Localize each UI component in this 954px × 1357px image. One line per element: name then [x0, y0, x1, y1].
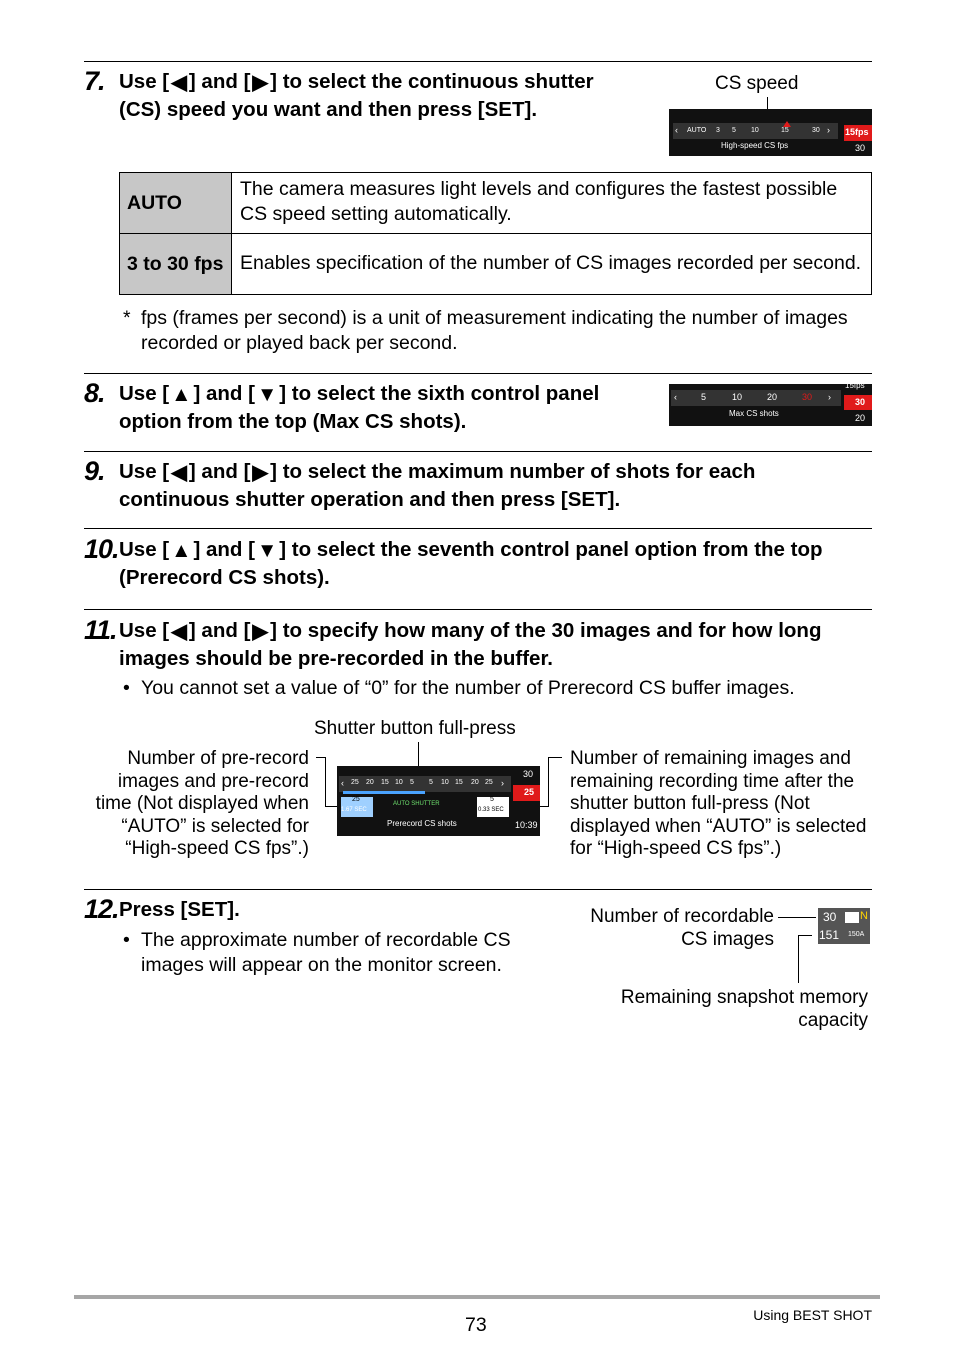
cs-badge-fps-text: 15fps: [845, 127, 869, 137]
step-12-text: Press [SET].: [119, 898, 240, 921]
table-value: Enables specification of the number of CS images recorded per second.: [232, 234, 872, 295]
rec-top-value: 30: [823, 910, 837, 924]
max-screen-label: Max CS shots: [729, 409, 779, 418]
step-12-bullet-mark: •: [123, 929, 130, 951]
shutter-press-label: Shutter button full-press: [314, 718, 516, 739]
pre-tick-6: 10: [441, 779, 449, 786]
pre-tick-1: 20: [366, 779, 374, 786]
table-value: The camera measures light levels and configures the fastest possible CS speed setting automatically.: [232, 173, 872, 234]
right-bracket-top: [548, 757, 562, 758]
rec-quality-icon: [845, 912, 859, 923]
cs-speed-caption: CS speed: [715, 73, 799, 94]
pre-badge-bottom: 10:39: [515, 820, 538, 830]
max-cs-screen: ‹ 5 10 20 30 › 15fps 30 20 Max CS shots: [669, 384, 872, 426]
footer-rule: [74, 1295, 880, 1299]
pre-tick-4: 5: [410, 779, 414, 786]
cs-tick-2: 5: [732, 127, 736, 134]
step-12-rule: [84, 889, 872, 890]
pre-right-box-text: 5: [490, 796, 494, 803]
pre-tick-0: 25: [351, 779, 359, 786]
max-tick-0: 5: [701, 392, 707, 402]
pre-center-text: AUTO SHUTTER: [393, 801, 440, 807]
pre-tick-2: 15: [381, 779, 389, 786]
remaining-leader-h: [798, 935, 812, 936]
cs-speed-screen: ‹ AUTO 3 5 10 15 30 › 15fps 30 High-speed CS fps: [669, 109, 872, 156]
footer-section: Using BEST SHOT: [753, 1307, 872, 1323]
cs-marker: [783, 121, 791, 127]
step-9-rule: [84, 451, 872, 452]
max-badge-mid-text: 30: [855, 397, 866, 407]
remaining-leader-v: [798, 935, 799, 983]
cs-tick-1: 3: [716, 127, 720, 134]
pre-tick-7: 15: [455, 779, 463, 786]
rec-bottom-value: 151: [819, 928, 840, 942]
step-11-bullet: You cannot set a value of “0” for the number of Prerecord CS buffer images.: [141, 677, 795, 699]
prerecord-screen: ‹ 25 20 15 10 5 5 10 15 20 25 › 25 1.67 SEC AUTO SHUTTER 5 0.33 SEC Prerecord CS shots 30 25 10:39: [337, 766, 540, 836]
max-tick-3: 30: [802, 392, 813, 402]
cs-tick-3: 10: [751, 127, 759, 134]
recordable-screen: [818, 908, 870, 944]
pre-tick-3: 10: [395, 779, 403, 786]
pre-badge-mid-text: 25: [524, 787, 535, 797]
pre-tick-5: 5: [429, 779, 433, 786]
step-12-number: 12.: [84, 894, 119, 924]
step-8-text: Use [▲] and [▼] to select the sixth control panel option from the top (Max CS shots).: [119, 382, 600, 433]
step-10-text: Use [▲] and [▼] to select the seventh control panel option from the top (Prerecord CS shots).: [119, 538, 823, 589]
rec-n-icon: N: [860, 910, 868, 922]
step-10-rule: [84, 528, 872, 529]
pre-buffer-bar: [343, 791, 425, 794]
step-11-number: 11.: [84, 615, 117, 645]
left-bracket-top: [316, 757, 326, 758]
prerecord-right-label: Number of remaining images and remaining recording time after the shutter button full-press (Not displayed when “AUTO” is selected for “High-speed CS fps”.): [570, 748, 867, 859]
max-badge-bottom: 20: [855, 413, 866, 423]
step-9-number: 9.: [84, 456, 105, 486]
cs-speed-table: [119, 172, 872, 295]
step-11-bullet-mark: •: [123, 677, 130, 699]
step-11-rule: [84, 609, 872, 610]
page-number: 73: [465, 1314, 487, 1336]
step-10-number: 10.: [84, 534, 119, 564]
table-key: AUTO: [120, 173, 232, 234]
prerecord-left-label: Number of pre-record images and pre-record time (Not displayed when “AUTO” is selected for “High-speed CS fps”.): [95, 748, 309, 859]
pre-tick-9: 25: [485, 779, 493, 786]
cs-screen-label: High-speed CS fps: [721, 141, 789, 150]
table-row: [120, 234, 872, 295]
step-8-rule: [84, 373, 872, 374]
step-7-text: Use [◀] and [▶] to select the continuous shutter (CS) speed you want and then press [SET].: [119, 70, 594, 121]
step-12-bullet: The approximate number of recordable CS images will appear on the monitor screen.: [141, 929, 511, 976]
recordable-leader: [778, 917, 816, 918]
note-text: fps (frames per second) is a unit of measurement indicating the number of images recorded or played back per second.: [141, 307, 848, 354]
max-tick-2: 20: [767, 392, 778, 402]
cs-tick-5: 30: [812, 127, 820, 134]
max-tick-1: 10: [732, 392, 743, 402]
cs-badge-bottom: 30: [855, 143, 866, 153]
step-11-text: Use [◀] and [▶] to specify how many of the 30 images and for how long images should be pre-recorded in the buffer.: [119, 619, 822, 670]
pre-screen-label: Prerecord CS shots: [387, 819, 457, 828]
right-bracket-v: [548, 757, 549, 807]
remaining-label: Remaining snapshot memory capacity: [620, 987, 868, 1031]
max-badge-top: 15fps: [845, 384, 865, 390]
rec-bottom-right: 150A: [848, 931, 865, 938]
pre-right-time: 0.33 SEC: [478, 807, 504, 813]
pre-left-box-text: 25: [352, 796, 360, 803]
recordable-label: Number of recordable CS images: [590, 906, 774, 950]
note-mark: *: [123, 307, 131, 329]
step-8-number: 8.: [84, 378, 105, 408]
pre-badge-top: 30: [523, 769, 534, 779]
table-row: [120, 173, 872, 234]
cs-tick-0: AUTO: [687, 127, 707, 134]
left-bracket-v: [325, 757, 326, 807]
cs-tick-4: 15: [781, 127, 789, 134]
step-7-rule: [84, 61, 872, 62]
step-7-number: 7.: [84, 66, 105, 96]
table-key: 3 to 30 fps: [120, 234, 232, 295]
step-9-text: Use [◀] and [▶] to select the maximum number of shots for each continuous shutter operation and then press [SET].: [119, 460, 756, 511]
pre-tick-8: 20: [471, 779, 479, 786]
pre-left-time: 1.67 SEC: [341, 807, 367, 813]
